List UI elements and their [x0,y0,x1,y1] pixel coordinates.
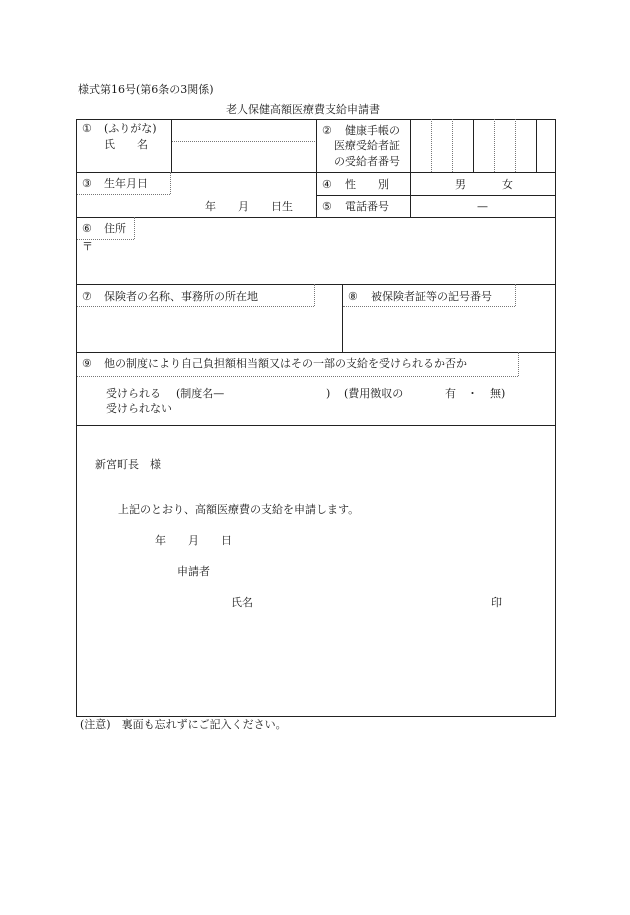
insurer-label-guide [314,284,315,306]
footer-note: (注意) 裏面も忘れずにご記入ください。 [80,718,287,731]
sex-label: 性 別 [345,178,389,191]
name-field[interactable] [172,143,315,171]
seal-mark: 印 [491,596,502,609]
address-label: 住所 [104,222,126,235]
postal-mark: 〒 [82,240,93,253]
sex-num: ④ [322,178,332,191]
name-label: 氏 名 [104,138,148,151]
insurer-num: ⑦ [82,290,92,303]
question-guide [77,376,518,377]
insured-number-field[interactable] [343,308,555,351]
insured-label: 被保険者証等の記号番号 [371,290,492,303]
cert-label-line3: の受給者番号 [334,155,400,168]
sex-male-option[interactable]: 男 [455,178,466,191]
row-divider-2 [76,217,556,218]
address-label-guide [134,217,135,239]
system-name-open: (制度名— [176,387,225,400]
furigana-label: (ふりがな) [104,122,157,135]
system-name-close: ) [326,387,331,400]
furigana-field[interactable] [172,121,315,140]
form-title: 老人保健高額医療費支給申請書 [226,103,380,116]
system-name-field[interactable] [258,384,322,402]
row-divider-4 [76,352,556,353]
application-date: 年 月 日 [155,534,232,547]
birth-num: ③ [82,177,92,190]
application-statement: 上記のとおり、高額医療費の支給を申請します。 [118,503,360,516]
cert-number-field[interactable] [411,120,555,171]
fee-open: (費用徴収の [344,387,404,400]
applicant-label: 申請者 [177,565,210,578]
birth-units: 年 月 日生 [205,200,293,213]
insured-label-guide [343,306,515,307]
furigana-guide [172,141,315,142]
insured-num: ⑧ [348,290,358,303]
birth-label: 生年月日 [104,177,148,190]
sex-female-option[interactable]: 女 [502,178,513,191]
other-system-num: ⑨ [82,357,92,370]
cert-label-line2: 医療受給者証 [334,139,400,152]
applicant-name-field[interactable] [260,592,480,612]
address-num: ⑥ [82,222,92,235]
insured-label-guide [515,284,516,306]
row-divider-3 [76,284,556,285]
insurer-field[interactable] [77,308,341,351]
applicant-name-label: 氏名 [231,596,253,609]
birth-label-guide [77,194,170,195]
row-divider-sex-phone [316,195,556,196]
phone-dash: — [477,200,488,213]
other-system-question: 他の制度により自己負担額相当額又はその一部の支給を受けられるか否か [104,357,467,370]
cert-label-line1: 健康手帳の [345,124,400,137]
insurer-label-guide [77,306,314,307]
not-receivable-option[interactable]: 受けられない [106,402,172,415]
fee-no-option[interactable]: 無) [490,387,506,400]
address-field[interactable] [77,241,555,283]
form-number: 様式第16号(第6条の3関係) [78,83,214,96]
fee-yes-option[interactable]: 有 [445,387,456,400]
phone-num: ⑤ [322,200,332,213]
birth-date-field[interactable] [172,176,315,216]
row-divider-5 [76,425,556,426]
phone-field[interactable] [411,197,555,216]
cert-label-num: ② [322,124,332,137]
insurer-label: 保険者の名称、事務所の所在地 [104,290,258,303]
fee-separator: ・ [467,387,478,400]
question-guide [518,352,519,376]
addressee: 新宮町長 様 [95,458,161,471]
receivable-option[interactable]: 受けられる [106,387,161,400]
birth-label-guide [170,172,171,194]
phone-label: 電話番号 [345,200,389,213]
name-label-num: ① [82,122,92,135]
mid-col-divider [316,119,317,217]
